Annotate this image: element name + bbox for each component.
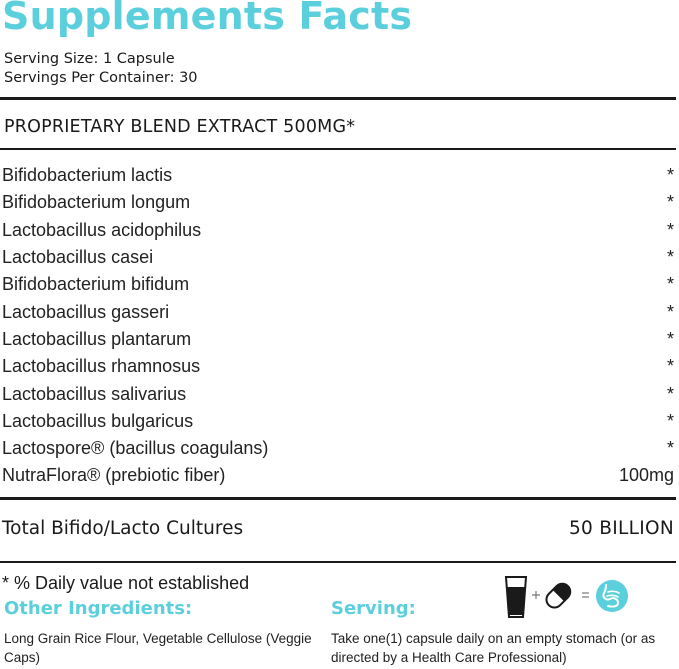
ingredient-row: [0, 353, 676, 380]
ingredient-amount: *: [666, 438, 674, 459]
ingredient-row: [0, 380, 676, 407]
servings-per-container: Servings Per Container: 30: [4, 70, 198, 86]
serving-heading: Serving:: [331, 598, 416, 619]
plus-icon: [532, 591, 540, 599]
ingredient-row: [0, 326, 676, 353]
equals-icon: [582, 593, 589, 597]
ingredient-amount: *: [666, 383, 674, 404]
serving-icons: [500, 574, 632, 622]
ingredient-amount: *: [666, 192, 674, 213]
ingredient-row: [0, 462, 676, 489]
page-title: Supplements Facts: [2, 0, 413, 38]
ingredient-amount: *: [666, 410, 674, 431]
ingredient-row: [0, 189, 676, 216]
ingredient-list: [0, 162, 676, 490]
ingredient-name: Lactobacillus plantarum: [2, 328, 192, 349]
ingredient-row: [0, 162, 676, 189]
ingredient-row: [0, 435, 676, 462]
divider-blend: [0, 148, 676, 150]
total-value: 50 BILLION: [568, 518, 674, 539]
ingredient-row: [0, 271, 676, 298]
divider-thick-top: [0, 97, 676, 100]
ingredient-amount: *: [666, 356, 674, 377]
serving-icon-strip: [500, 574, 632, 622]
total-cultures-row: [0, 518, 676, 539]
ingredient-name: Bifidobacterium lactis: [2, 165, 173, 186]
ingredient-row: [0, 408, 676, 435]
divider-total-bottom: [0, 561, 676, 563]
blend-title: PROPRIETARY BLEND EXTRACT 500MG*: [4, 117, 356, 137]
ingredient-name: Lactobacillus casei: [2, 247, 154, 268]
other-ingredients-heading: Other Ingredients:: [4, 598, 193, 619]
total-label: Total Bifido/Lacto Cultures: [2, 518, 244, 539]
ingredient-name: Lactobacillus rhamnosus: [2, 356, 201, 377]
ingredient-amount: *: [666, 247, 674, 268]
ingredient-name: Bifidobacterium bifidum: [2, 274, 190, 295]
ingredient-row: [0, 298, 676, 325]
ingredient-name: Lactospore® (bacillus coagulans): [2, 438, 269, 459]
serving-size: Serving Size: 1 Capsule: [4, 51, 175, 67]
ingredient-amount: 100mg: [618, 465, 674, 486]
ingredient-amount: *: [666, 219, 674, 240]
serving-info: [4, 50, 198, 88]
digestive-system-icon: [596, 580, 628, 612]
ingredient-name: NutraFlora® (prebiotic fiber): [2, 465, 226, 486]
capsule-icon: [543, 580, 573, 610]
divider-total-top: [0, 497, 676, 500]
ingredient-name: Lactobacillus bulgaricus: [2, 410, 194, 431]
serving-directions-text: Take one(1) capsule daily on an empty stomach (or as directed by a Health Care Professional): [331, 631, 656, 665]
water-glass-icon: [506, 577, 526, 617]
ingredient-amount: *: [666, 165, 674, 186]
ingredient-row: [0, 244, 676, 271]
ingredient-amount: *: [666, 274, 674, 295]
ingredient-amount: *: [666, 301, 674, 322]
ingredient-name: Lactobacillus acidophilus: [2, 219, 202, 240]
daily-value-footnote: * % Daily value not established: [2, 573, 250, 593]
other-ingredients-text: Long Grain Rice Flour, Vegetable Cellulose (Veggie Caps): [4, 631, 312, 665]
ingredient-name: Lactobacillus gasseri: [2, 301, 170, 322]
ingredient-name: Lactobacillus salivarius: [2, 383, 187, 404]
ingredient-row: [0, 217, 676, 244]
ingredient-name: Bifidobacterium longum: [2, 192, 191, 213]
ingredient-amount: *: [666, 328, 674, 349]
